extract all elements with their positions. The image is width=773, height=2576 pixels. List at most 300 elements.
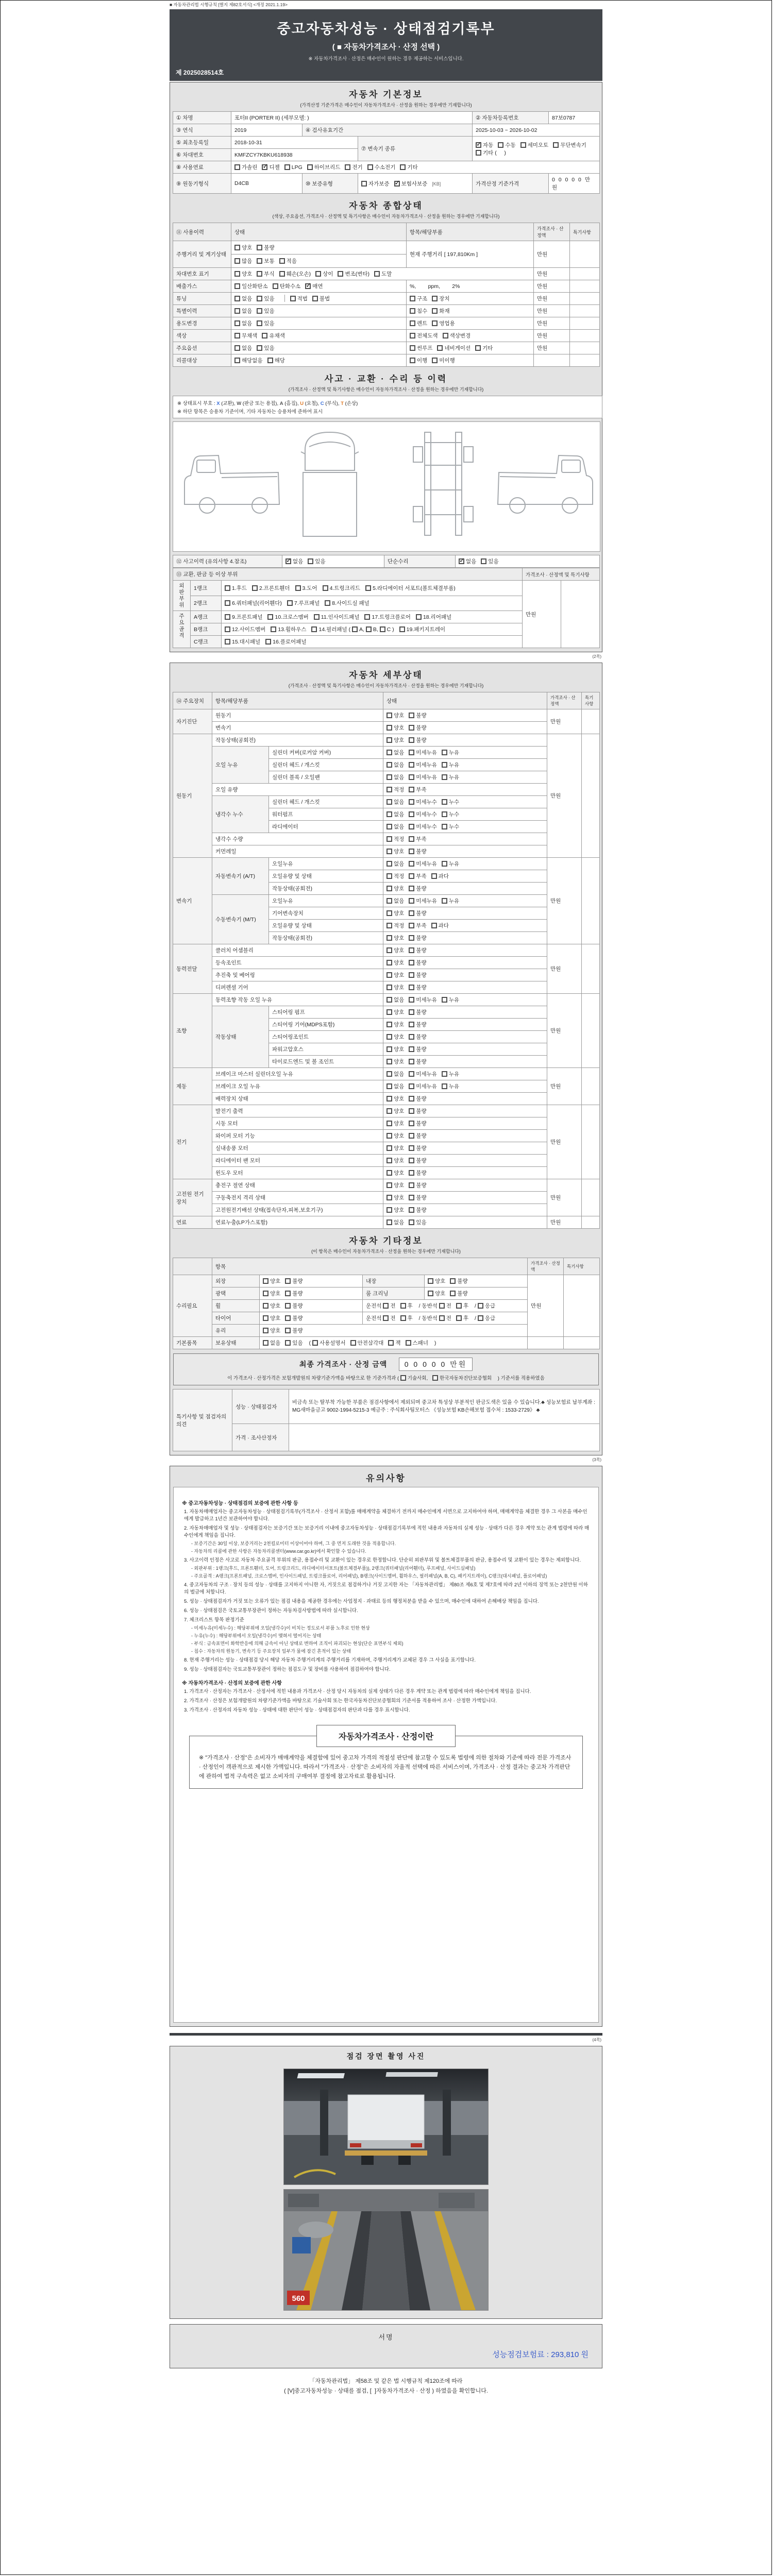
- checkbox-icon[interactable]: [225, 626, 230, 632]
- checkbox-icon[interactable]: [481, 558, 486, 564]
- checkbox-양호[interactable]: 양호: [386, 909, 404, 917]
- checkbox-icon[interactable]: [409, 1121, 414, 1126]
- checkbox-양호[interactable]: 양호: [234, 270, 252, 278]
- checkbox-icon[interactable]: [410, 333, 415, 338]
- checkbox-양호[interactable]: 양호: [234, 244, 252, 251]
- checkbox-icon[interactable]: [443, 333, 448, 338]
- checkbox-불량[interactable]: 불량: [409, 1157, 426, 1164]
- checkbox-icon[interactable]: [442, 762, 447, 768]
- checkbox-icon[interactable]: [386, 737, 392, 743]
- checkbox-양호[interactable]: 양호: [386, 971, 404, 979]
- checkbox-icon[interactable]: [409, 935, 414, 941]
- checkbox-icon[interactable]: [267, 358, 273, 363]
- checkbox-불량[interactable]: 불량: [409, 1008, 426, 1016]
- checkbox-양호[interactable]: 양호: [386, 1033, 404, 1041]
- checkbox-icon[interactable]: [225, 639, 230, 645]
- checkbox-적정[interactable]: 적정: [386, 922, 404, 929]
- checkbox-icon[interactable]: [386, 1034, 392, 1040]
- checkbox-전[interactable]: 전: [383, 1302, 395, 1310]
- checkbox-양호[interactable]: 양호: [263, 1327, 280, 1334]
- checkbox-있음[interactable]: 있음: [285, 1339, 303, 1347]
- checkbox-icon[interactable]: [383, 1315, 389, 1321]
- checkbox-icon[interactable]: [409, 787, 414, 792]
- checkbox-양호[interactable]: 양호: [386, 848, 404, 855]
- checkbox-icon[interactable]: [432, 1375, 438, 1381]
- checkbox-icon[interactable]: [257, 271, 262, 277]
- checkbox-네비게이션[interactable]: 네비게이션: [437, 344, 470, 352]
- checkbox-잭[interactable]: 잭: [388, 1339, 400, 1347]
- checkbox-icon[interactable]: [442, 811, 447, 817]
- checkbox-icon[interactable]: [380, 626, 385, 632]
- checkbox-불량[interactable]: 불량: [409, 1169, 426, 1177]
- checkbox-미세누수[interactable]: 미세누수: [409, 798, 437, 806]
- checkbox-하이브리드[interactable]: 하이브리드: [307, 163, 341, 171]
- checkbox-icon[interactable]: [409, 861, 414, 867]
- checkbox-불량[interactable]: 불량: [257, 244, 274, 251]
- checkbox-있음[interactable]: 있음: [308, 557, 325, 565]
- checkbox-불량[interactable]: 불량: [409, 1045, 426, 1053]
- checkbox-icon[interactable]: [476, 142, 481, 148]
- checkbox-양호[interactable]: 양호: [386, 1045, 404, 1053]
- checkbox-미이행[interactable]: 미이행: [432, 357, 455, 364]
- checkbox-icon[interactable]: [432, 296, 438, 301]
- checkbox-icon[interactable]: [257, 345, 262, 351]
- checkbox-icon[interactable]: [386, 1121, 392, 1126]
- checkbox-icon[interactable]: [410, 358, 415, 363]
- checkbox-icon[interactable]: [325, 600, 330, 606]
- checkbox-상이[interactable]: 상이: [315, 270, 333, 278]
- checkbox-가솔린[interactable]: 가솔린: [234, 163, 257, 171]
- checkbox-icon[interactable]: [498, 142, 503, 148]
- checkbox-불량[interactable]: 불량: [285, 1314, 303, 1322]
- checkbox-icon[interactable]: [386, 1170, 392, 1176]
- checkbox-양호[interactable]: 양호: [263, 1302, 280, 1310]
- checkbox-icon[interactable]: [442, 1071, 447, 1077]
- checkbox-icon[interactable]: [323, 585, 328, 591]
- checkbox-침수[interactable]: 침수: [410, 307, 427, 315]
- checkbox-icon[interactable]: [553, 142, 559, 148]
- checkbox-icon[interactable]: [257, 258, 262, 264]
- checkbox-icon[interactable]: [409, 1034, 414, 1040]
- checkbox-icon[interactable]: [386, 947, 392, 953]
- checkbox-무단변속기[interactable]: 무단변속기: [553, 141, 586, 149]
- checkbox-icon[interactable]: [386, 1046, 392, 1052]
- checkbox-icon[interactable]: [400, 1375, 406, 1381]
- checkbox-icon[interactable]: [386, 960, 392, 965]
- checkbox-icon[interactable]: [315, 271, 321, 277]
- checkbox-누유[interactable]: 누유: [442, 761, 459, 769]
- checkbox-기타 ( )[interactable]: 기타 ( ): [476, 149, 506, 157]
- checkbox-icon[interactable]: [367, 164, 373, 170]
- checkbox-icon[interactable]: [409, 886, 414, 891]
- checkbox-수동[interactable]: 수동: [498, 141, 515, 149]
- checkbox-없음[interactable]: 없음: [263, 1339, 280, 1347]
- checkbox-icon[interactable]: [442, 898, 447, 904]
- checkbox-일산화탄소[interactable]: 일산화탄소: [234, 282, 268, 290]
- checkbox-icon[interactable]: [409, 1182, 414, 1188]
- checkbox-불량[interactable]: 불량: [409, 1181, 426, 1189]
- checkbox-양호[interactable]: 양호: [386, 934, 404, 942]
- checkbox-불량[interactable]: 불량: [409, 1058, 426, 1065]
- checkbox-양호[interactable]: 양호: [386, 1144, 404, 1152]
- checkbox-icon[interactable]: [386, 713, 392, 718]
- checkbox-누유[interactable]: 누유: [442, 749, 459, 756]
- checkbox-icon[interactable]: [311, 626, 317, 632]
- checkbox-icon[interactable]: [285, 1328, 291, 1333]
- checkbox-미세누유[interactable]: 미세누유: [409, 996, 437, 1004]
- checkbox-없음[interactable]: 없음: [386, 897, 404, 905]
- checkbox-icon[interactable]: [285, 1291, 291, 1296]
- checkbox-icon[interactable]: [285, 558, 291, 564]
- checkbox-icon[interactable]: [432, 358, 438, 363]
- checkbox-icon[interactable]: [439, 1315, 445, 1321]
- checkbox-탄화수소[interactable]: 탄화수소: [273, 282, 301, 290]
- checkbox-있음[interactable]: 있음: [257, 319, 274, 327]
- checkbox-있음[interactable]: 있음: [257, 344, 274, 352]
- checkbox-양호[interactable]: 양호: [428, 1290, 445, 1297]
- checkbox-icon[interactable]: [257, 245, 262, 250]
- checkbox-불량[interactable]: 불량: [409, 1095, 426, 1103]
- checkbox-불량[interactable]: 불량: [409, 1033, 426, 1041]
- checkbox-세미오토[interactable]: 세미오토: [520, 141, 549, 149]
- checkbox-화재[interactable]: 화재: [432, 307, 449, 315]
- checkbox-없음[interactable]: 없음: [386, 823, 404, 831]
- checkbox-응급[interactable]: 응급: [478, 1302, 495, 1310]
- checkbox-icon[interactable]: [386, 799, 392, 805]
- checkbox-icon[interactable]: [456, 1303, 462, 1309]
- checkbox-icon[interactable]: [345, 164, 350, 170]
- checkbox-색상변경[interactable]: 색상변경: [443, 332, 471, 340]
- checkbox-양호[interactable]: 양호: [386, 1181, 404, 1189]
- checkbox-icon[interactable]: [409, 849, 414, 854]
- checkbox-불량[interactable]: 불량: [409, 1107, 426, 1115]
- checkbox-불량[interactable]: 불량: [285, 1327, 303, 1334]
- checkbox-있음[interactable]: 있음: [257, 295, 274, 302]
- checkbox-icon[interactable]: [409, 972, 414, 978]
- checkbox-icon[interactable]: [386, 972, 392, 978]
- checkbox-icon[interactable]: [442, 997, 447, 1003]
- checkbox-후[interactable]: 후: [456, 1314, 468, 1322]
- checkbox-자동[interactable]: ✓자동: [476, 141, 493, 149]
- checkbox-불량[interactable]: 불량: [409, 736, 426, 744]
- checkbox-적정[interactable]: 적정: [386, 786, 404, 793]
- checkbox-icon[interactable]: [285, 1278, 291, 1284]
- checkbox-양호[interactable]: 양호: [386, 1120, 404, 1127]
- checkbox-매연[interactable]: ✓ 매연: [305, 282, 323, 290]
- checkbox-스패너[interactable]: 스패너: [406, 1339, 428, 1347]
- checkbox-기타[interactable]: 기타: [400, 163, 417, 171]
- checkbox-icon[interactable]: [285, 1315, 291, 1321]
- checkbox-icon[interactable]: [386, 750, 392, 755]
- checkbox-양호[interactable]: 양호: [386, 1107, 404, 1115]
- checkbox-icon[interactable]: [456, 1315, 462, 1321]
- checkbox-있음[interactable]: 있음: [481, 557, 498, 565]
- checkbox-icon[interactable]: [386, 1071, 392, 1077]
- checkbox-icon[interactable]: [409, 1133, 414, 1139]
- checkbox-불량[interactable]: 불량: [409, 934, 426, 942]
- checkbox-icon[interactable]: [352, 626, 358, 632]
- checkbox-icon[interactable]: [234, 333, 240, 338]
- checkbox-icon[interactable]: [386, 985, 392, 990]
- checkbox-icon[interactable]: [386, 1182, 392, 1188]
- checkbox-icon[interactable]: [386, 811, 392, 817]
- checkbox-없음[interactable]: 없음: [386, 761, 404, 769]
- checkbox-icon[interactable]: [386, 725, 392, 731]
- checkbox-icon[interactable]: [478, 1315, 483, 1321]
- checkbox-icon[interactable]: [386, 1219, 392, 1225]
- checkbox-icon[interactable]: [400, 164, 406, 170]
- checkbox-icon[interactable]: [361, 181, 367, 187]
- checkbox-icon[interactable]: [263, 1278, 268, 1284]
- checkbox-icon[interactable]: [409, 824, 414, 829]
- checkbox-불량[interactable]: 불량: [409, 1120, 426, 1127]
- checkbox-icon[interactable]: [475, 345, 481, 351]
- checkbox-icon[interactable]: [409, 1096, 414, 1101]
- checkbox-icon[interactable]: [314, 614, 320, 620]
- checkbox-양호[interactable]: 양호: [263, 1277, 280, 1285]
- checkbox-icon[interactable]: [265, 639, 271, 645]
- checkbox-장치[interactable]: 장치: [432, 295, 449, 302]
- checkbox-icon[interactable]: [450, 1291, 456, 1296]
- checkbox-icon[interactable]: [409, 737, 414, 743]
- checkbox-icon[interactable]: [257, 308, 262, 314]
- checkbox-icon[interactable]: [409, 960, 414, 965]
- checkbox-없음[interactable]: 없음: [234, 319, 252, 327]
- checkbox-양호[interactable]: 양호: [386, 1157, 404, 1164]
- checkbox-icon[interactable]: [386, 849, 392, 854]
- checkbox-미세누유[interactable]: 미세누유: [409, 1070, 437, 1078]
- checkbox-icon[interactable]: [409, 1195, 414, 1200]
- checkbox-icon[interactable]: [400, 1303, 406, 1309]
- checkbox-icon[interactable]: [234, 271, 240, 277]
- checkbox-icon[interactable]: [234, 296, 240, 301]
- checkbox-미세누유[interactable]: 미세누유: [409, 860, 437, 868]
- checkbox-불량[interactable]: 불량: [450, 1290, 467, 1297]
- checkbox-icon[interactable]: [386, 836, 392, 842]
- checkbox-icon[interactable]: [279, 271, 285, 277]
- checkbox-불량[interactable]: 불량: [285, 1302, 303, 1310]
- checkbox-icon[interactable]: [284, 164, 290, 170]
- checkbox-미세누유[interactable]: 미세누유: [409, 1082, 437, 1090]
- checkbox-누수[interactable]: 누수: [442, 823, 459, 831]
- checkbox-전기[interactable]: 전기: [345, 163, 362, 171]
- checkbox-icon[interactable]: [386, 1145, 392, 1151]
- checkbox-icon[interactable]: [386, 910, 392, 916]
- checkbox-icon[interactable]: [312, 1340, 318, 1346]
- checkbox-없음[interactable]: 없음: [386, 1070, 404, 1078]
- checkbox-icon[interactable]: [386, 1195, 392, 1200]
- checkbox-불량[interactable]: 불량: [409, 724, 426, 732]
- checkbox-불량[interactable]: 불량: [409, 1206, 426, 1214]
- checkbox-icon[interactable]: [409, 873, 414, 879]
- checkbox-누유[interactable]: 누유: [442, 897, 459, 905]
- checkbox-디젤[interactable]: ✓ 디젤: [262, 163, 279, 171]
- checkbox-icon[interactable]: [520, 142, 526, 148]
- checkbox-icon[interactable]: [234, 308, 240, 314]
- checkbox-icon[interactable]: [409, 1207, 414, 1213]
- checkbox-양호[interactable]: 양호: [386, 724, 404, 732]
- checkbox-기술사회,[interactable]: 기술사회,: [400, 1374, 428, 1381]
- checkbox-미세누유[interactable]: 미세누유: [409, 761, 437, 769]
- checkbox-icon[interactable]: [386, 1207, 392, 1213]
- checkbox-부족[interactable]: 부족: [409, 872, 426, 880]
- checkbox-누수[interactable]: 누수: [442, 810, 459, 818]
- checkbox-icon[interactable]: [442, 1083, 447, 1089]
- checkbox-icon[interactable]: [386, 886, 392, 891]
- checkbox-양호[interactable]: 양호: [386, 1132, 404, 1140]
- checkbox-icon[interactable]: [386, 873, 392, 879]
- checkbox-icon[interactable]: [366, 626, 372, 632]
- checkbox-icon[interactable]: [409, 1046, 414, 1052]
- checkbox-양호[interactable]: 양호: [386, 946, 404, 954]
- checkbox-icon[interactable]: [399, 626, 405, 632]
- checkbox-icon[interactable]: [350, 1340, 356, 1346]
- checkbox-있음[interactable]: 있음: [409, 1218, 426, 1226]
- checkbox-icon[interactable]: [409, 1071, 414, 1077]
- checkbox-icon[interactable]: [439, 1303, 445, 1309]
- checkbox-누유[interactable]: 누유: [442, 1082, 459, 1090]
- checkbox-보험사보증[interactable]: ✓ 보험사보증: [394, 180, 428, 188]
- checkbox-icon[interactable]: [406, 1340, 411, 1346]
- checkbox-적음[interactable]: 적음: [279, 257, 297, 265]
- checkbox-기타[interactable]: 기타: [475, 344, 493, 352]
- checkbox-icon[interactable]: [234, 258, 240, 264]
- checkbox-icon[interactable]: [386, 762, 392, 768]
- checkbox-icon[interactable]: [431, 873, 437, 879]
- checkbox-icon[interactable]: [459, 558, 464, 564]
- checkbox-icon[interactable]: [409, 923, 414, 928]
- checkbox-후[interactable]: 후: [400, 1314, 413, 1322]
- checkbox-icon[interactable]: [386, 997, 392, 1003]
- checkbox-icon[interactable]: [312, 296, 318, 301]
- checkbox-양호[interactable]: 양호: [386, 1095, 404, 1103]
- checkbox-불량[interactable]: 불량: [450, 1277, 467, 1285]
- checkbox-icon[interactable]: [416, 614, 422, 620]
- checkbox-없음[interactable]: 없음: [386, 860, 404, 868]
- checkbox-없음[interactable]: 없음: [386, 1218, 404, 1226]
- checkbox-icon[interactable]: [262, 333, 267, 338]
- checkbox-미세누수[interactable]: 미세누수: [409, 823, 437, 831]
- checkbox-불량[interactable]: 불량: [409, 885, 426, 892]
- checkbox-많음[interactable]: 많음: [234, 257, 252, 265]
- checkbox-불량[interactable]: 불량: [409, 959, 426, 967]
- checkbox-icon[interactable]: [262, 164, 267, 170]
- checkbox-불량[interactable]: 불량: [409, 946, 426, 954]
- checkbox-icon[interactable]: [386, 787, 392, 792]
- checkbox-미세누유[interactable]: 미세누유: [409, 749, 437, 756]
- checkbox-icon[interactable]: [364, 614, 370, 620]
- checkbox-없음[interactable]: 없음: [234, 344, 252, 352]
- checkbox-양호[interactable]: 양호: [386, 736, 404, 744]
- checkbox-양호[interactable]: 양호: [386, 1021, 404, 1028]
- checkbox-icon[interactable]: [409, 799, 414, 805]
- checkbox-썬루프[interactable]: 썬루프: [410, 344, 432, 352]
- checkbox-icon[interactable]: [409, 1219, 414, 1225]
- checkbox-미세누유[interactable]: 미세누유: [409, 897, 437, 905]
- checkbox-icon[interactable]: [257, 320, 262, 326]
- checkbox-icon[interactable]: [225, 614, 230, 620]
- checkbox-icon[interactable]: [409, 836, 414, 842]
- checkbox-양호[interactable]: 양호: [263, 1314, 280, 1322]
- checkbox-불량[interactable]: 불량: [409, 1194, 426, 1201]
- checkbox-icon[interactable]: [394, 181, 400, 187]
- checkbox-icon[interactable]: [409, 1158, 414, 1163]
- checkbox-icon[interactable]: [476, 150, 481, 156]
- checkbox-적정[interactable]: 적정: [386, 872, 404, 880]
- checkbox-icon[interactable]: [409, 762, 414, 768]
- checkbox-불량[interactable]: 불량: [409, 1132, 426, 1140]
- checkbox-후[interactable]: 후: [456, 1302, 468, 1310]
- checkbox-icon[interactable]: [442, 824, 447, 829]
- checkbox-해당없음[interactable]: 해당없음: [234, 357, 263, 364]
- checkbox-icon[interactable]: [234, 358, 240, 363]
- checkbox-불량[interactable]: 불량: [285, 1290, 303, 1297]
- checkbox-양호[interactable]: 양호: [386, 1058, 404, 1065]
- checkbox-도말[interactable]: 도말: [374, 270, 392, 278]
- checkbox-icon[interactable]: [386, 898, 392, 904]
- checkbox-없음[interactable]: 없음: [386, 749, 404, 756]
- checkbox-부족[interactable]: 부족: [409, 835, 426, 843]
- checkbox-부족[interactable]: 부족: [409, 922, 426, 929]
- checkbox-icon[interactable]: [234, 283, 240, 289]
- checkbox-자가보증[interactable]: 자가보증: [361, 180, 390, 188]
- checkbox-icon[interactable]: [428, 1278, 433, 1284]
- checkbox-과다[interactable]: 과다: [431, 922, 449, 929]
- checkbox-icon[interactable]: [442, 750, 447, 755]
- checkbox-icon[interactable]: [386, 1096, 392, 1101]
- checkbox-불량[interactable]: 불량: [409, 971, 426, 979]
- checkbox-없음[interactable]: 없음: [386, 1082, 404, 1090]
- checkbox-icon[interactable]: [432, 308, 438, 314]
- checkbox-양호[interactable]: 양호: [386, 1008, 404, 1016]
- checkbox-icon[interactable]: [410, 296, 415, 301]
- checkbox-LPG[interactable]: LPG: [284, 164, 303, 171]
- checkbox-icon[interactable]: [295, 585, 301, 591]
- checkbox-무채색[interactable]: 무채색: [234, 332, 257, 340]
- checkbox-icon[interactable]: [386, 1108, 392, 1114]
- checkbox-icon[interactable]: [450, 1278, 456, 1284]
- checkbox-icon[interactable]: [365, 585, 371, 591]
- checkbox-없음[interactable]: 없음: [234, 307, 252, 315]
- checkbox-icon[interactable]: [409, 947, 414, 953]
- checkbox-누수[interactable]: 누수: [442, 798, 459, 806]
- checkbox-icon[interactable]: [478, 1303, 483, 1309]
- checkbox-icon[interactable]: [409, 1022, 414, 1027]
- checkbox-icon[interactable]: [409, 725, 414, 731]
- checkbox-누유[interactable]: 누유: [442, 860, 459, 868]
- checkbox-훼손(오손)[interactable]: 훼손(오손): [279, 270, 311, 278]
- checkbox-전[interactable]: 전: [383, 1314, 395, 1322]
- checkbox-전체도색[interactable]: 전체도색: [410, 332, 438, 340]
- checkbox-후[interactable]: 후: [400, 1302, 413, 1310]
- checkbox-icon[interactable]: [409, 898, 414, 904]
- checkbox-불량[interactable]: 불량: [409, 848, 426, 855]
- checkbox-icon[interactable]: [386, 1022, 392, 1027]
- checkbox-과다[interactable]: 과다: [431, 872, 449, 880]
- checkbox-icon[interactable]: [409, 1059, 414, 1064]
- checkbox-없음[interactable]: ✓ 없음: [285, 557, 303, 565]
- checkbox-icon[interactable]: [386, 1133, 392, 1139]
- checkbox-구조[interactable]: 구조: [410, 295, 427, 302]
- checkbox-양호[interactable]: 양호: [386, 1169, 404, 1177]
- checkbox-양호[interactable]: 양호: [386, 711, 404, 719]
- checkbox-icon[interactable]: [409, 1145, 414, 1151]
- checkbox-누유[interactable]: 누유: [442, 996, 459, 1004]
- checkbox-불량[interactable]: 불량: [285, 1277, 303, 1285]
- checkbox-icon[interactable]: [285, 1303, 291, 1309]
- checkbox-안전삼각대[interactable]: 안전삼각대: [350, 1339, 384, 1347]
- checkbox-누유[interactable]: 누유: [442, 773, 459, 781]
